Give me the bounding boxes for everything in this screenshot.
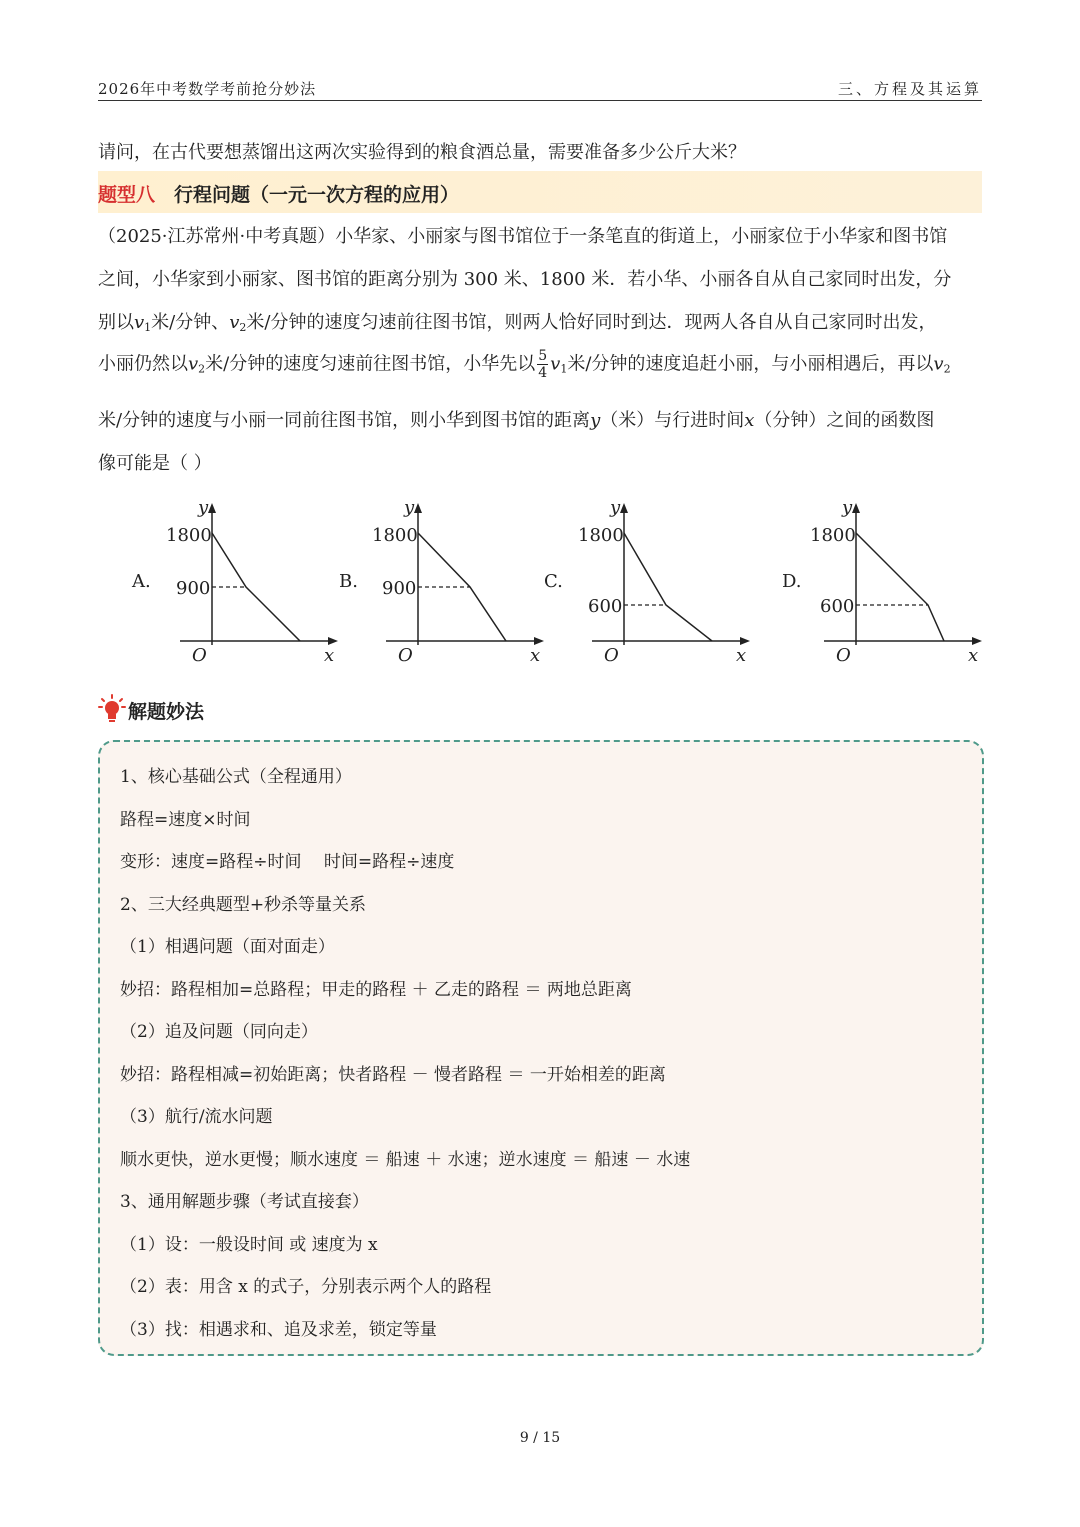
x-axis-arrow — [972, 637, 982, 645]
y-axis-label: y — [404, 497, 415, 518]
tips-row: 1、核心基础公式（全程通用） — [120, 767, 352, 787]
tips-row: 顺水更快，逆水更慢；顺水速度 ＝ 船速 ＋ 水速；逆水速度 ＝ 船速 － 水速 — [120, 1150, 691, 1170]
tips-row: 2、三大经典题型+秒杀等量关系 — [120, 895, 367, 915]
tips-row: （2）表：用含 x 的式子，分别表示两个人的路程 — [120, 1277, 492, 1297]
var-y: y — [590, 410, 601, 431]
subscript: 1 — [560, 362, 568, 376]
tips-row: （1）相遇问题（面对面走） — [120, 937, 335, 957]
y-axis-arrow — [852, 503, 860, 513]
var-x: x — [744, 410, 755, 431]
lightbulb-icon — [98, 694, 126, 724]
tick-900: 900 — [382, 578, 417, 599]
problem-line-3 — [98, 308, 936, 334]
text: 小丽仍然以 — [98, 353, 188, 375]
option-label: D. — [782, 571, 802, 592]
header-chapter: 三、方程及其运算 — [837, 80, 982, 98]
text: （分钟）之间的函数图 — [754, 410, 935, 431]
tips-row: 妙招：路程相减=初始距离；快者路程 － 慢者路程 ＝ 一开始相差的距离 — [120, 1065, 666, 1085]
answer-graphs — [98, 495, 998, 675]
option-label: C. — [544, 571, 563, 592]
x-axis-label: x — [736, 645, 747, 666]
function-line — [212, 533, 300, 641]
tips-row: 路程=速度×时间 — [120, 810, 251, 830]
tips-row: 妙招：路程相加=总路程；甲走的路程 ＋ 乙走的路程 ＝ 两地总距离 — [120, 980, 632, 1000]
subscript: 2 — [943, 362, 951, 376]
section-title: 行程问题（一元一次方程的应用） — [174, 184, 460, 206]
text: 米/分钟的速度追赶小丽，与小丽相遇后，再以 — [567, 353, 934, 375]
text: 米/分钟、 — [151, 312, 230, 333]
tick-900: 900 — [176, 578, 211, 599]
tips-row: （1）设：一般设时间 或 速度为 x — [120, 1235, 378, 1255]
x-axis-arrow — [534, 637, 544, 645]
fraction-denominator: 4 — [538, 365, 548, 381]
var-v: v — [933, 353, 944, 375]
tips-row: （3）航行/流水问题 — [120, 1107, 273, 1127]
intro-question: 请问，在古代要想蒸馏出这两次实验得到的粮食酒总量，需要准备多少公斤大米？ — [98, 142, 746, 163]
function-line — [624, 533, 712, 641]
y-axis-label: y — [610, 497, 621, 518]
section-heading — [98, 171, 982, 213]
tick-1800: 1800 — [578, 525, 624, 546]
tips-row: 变形：速度=路程÷时间 时间=路程÷速度 — [120, 852, 455, 872]
problem-line-2: 之间，小华家到小丽家、图书馆的距离分别为 300 米、1800 米．若小华、小丽各自从自己家同时出发，分 — [98, 269, 952, 290]
y-axis-arrow — [208, 503, 216, 513]
fraction-numerator: 5 — [538, 348, 548, 364]
text: 米/分钟的速度匀速前往图书馆，则两人恰好同时到达．现两人各自从自己家同时出发， — [246, 312, 937, 333]
var-v: v — [550, 353, 561, 375]
graph-a-plot — [158, 495, 358, 675]
y-axis-label: y — [842, 497, 853, 518]
x-axis-arrow — [740, 637, 750, 645]
tick-600: 600 — [820, 596, 855, 617]
subscript: 1 — [144, 321, 152, 334]
tips-title: 解题妙法 — [128, 701, 205, 723]
option-label: B. — [339, 571, 358, 592]
text: 别以 — [98, 312, 134, 333]
problem-line-5 — [98, 406, 934, 432]
tips-row: （2）追及问题（同向走） — [120, 1022, 318, 1042]
section-tag: 题型八 — [98, 184, 156, 206]
subscript: 2 — [198, 362, 206, 376]
page-number: 9 / 15 — [519, 1430, 561, 1446]
problem-line-4 — [98, 348, 951, 381]
text: 米/分钟的速度匀速前往图书馆，小华先以 — [205, 353, 536, 375]
y-axis-arrow — [620, 503, 628, 513]
graph-d-plot — [802, 495, 1002, 675]
text: 米/分钟的速度与小丽一同前往图书馆，则小华到图书馆的距离 — [98, 410, 591, 431]
var-v: v — [134, 312, 145, 333]
option-label: A. — [132, 571, 151, 592]
fraction — [537, 348, 548, 381]
header-doc-title: 2026年中考数学考前抢分妙法 — [98, 80, 317, 98]
origin-label: O — [192, 645, 207, 666]
graph-c-plot — [570, 495, 770, 675]
x-axis-arrow — [328, 637, 338, 645]
x-axis-label: x — [530, 645, 541, 666]
x-axis-label: x — [324, 645, 335, 666]
origin-label: O — [836, 645, 851, 666]
y-axis-arrow — [414, 503, 422, 513]
tips-box — [98, 740, 984, 1356]
y-axis-label: y — [198, 497, 209, 518]
problem-line-1: （2025·江苏常州·中考真题）小华家、小丽家与图书馆位于一条笔直的街道上，小丽家位于小华家和图书馆 — [98, 226, 948, 247]
tick-1800: 1800 — [810, 525, 856, 546]
tick-1800: 1800 — [166, 525, 212, 546]
problem-line-6: 像可能是（ ） — [98, 453, 212, 474]
tick-600: 600 — [588, 596, 623, 617]
origin-label: O — [604, 645, 619, 666]
tips-row: （3）找：相遇求和、追及求差，锁定等量 — [120, 1320, 437, 1340]
x-axis-label: x — [968, 645, 979, 666]
var-v: v — [229, 312, 240, 333]
text: （米）与行进时间 — [600, 410, 745, 431]
graph-b-plot — [364, 495, 564, 675]
origin-label: O — [398, 645, 413, 666]
tick-1800: 1800 — [372, 525, 418, 546]
subscript: 2 — [239, 321, 247, 334]
var-v: v — [188, 353, 199, 375]
page-header — [98, 76, 982, 101]
tips-row: 3、通用解题步骤（考试直接套） — [120, 1192, 369, 1212]
function-line — [856, 533, 944, 641]
